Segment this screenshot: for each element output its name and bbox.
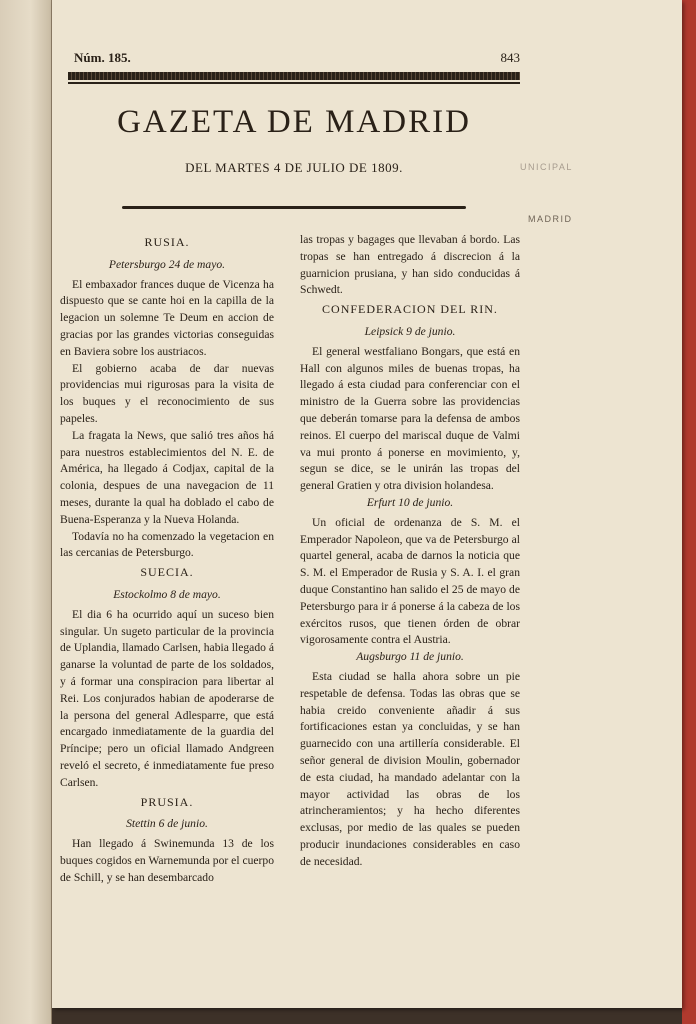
dateline: Leipsick 9 de junio. xyxy=(364,324,456,338)
dateline: Stettin 6 de junio. xyxy=(126,817,208,831)
article-paragraph: Esta ciudad se halla ahora sobre un pie respetable de defensa. Todas las obras que se habia creido conveniente añadir á sus fortificaciones estan ya concluidas, y se han guarnecido con una artillería considerable. El señor general de division Moulin, gobernador de esta ciudad, ha mandado adelantar con la mayor actividad las obras de los atrincheramientos; y ha hecho diferentes exclusas, por medio de las quales se pueden producir inundaciones considerables en caso de necesidad. xyxy=(300,669,520,868)
article-paragraph: El embaxador frances duque de Vicenza ha dispuesto que se cante hoi en la capilla de la legacion un solemne Te Deum en accion de gracias por las grandes victorias conseguidas en Baviera sobre los austriacos. xyxy=(60,277,274,358)
article-paragraph: las tropas y bagages que llevaban á bordo. Las tropas se han entregado á discrecion á la guarnicion prusiana, y han sido conducidas á Schwedt. xyxy=(300,233,520,297)
page-header xyxy=(74,50,520,70)
issue-number: Núm. 185. xyxy=(74,50,131,65)
header-rule-ornamental xyxy=(68,72,520,80)
dateline: Augsburgo 11 de junio. xyxy=(356,650,464,664)
section-heading: SUECIA. xyxy=(140,565,194,580)
section-heading: PRUSIA. xyxy=(140,794,194,809)
dateline: Erfurt 10 de junio. xyxy=(366,495,454,509)
section-heading: CONFEDERACION DEL RIN. xyxy=(322,302,498,317)
section-heading: RUSIA. xyxy=(144,235,190,249)
article-paragraph: La fragata la News, que salió tres años há para nuestros establecimientos del N. E. de América, ha llegado á Codjax, capital de la colonia, despues de una navegacion de 11 meses, durante la qual ha doblado el cabo de Buena-Esperanza y la Nueva Holanda. xyxy=(60,428,274,526)
article-paragraph: El dia 6 ha ocurrido aquí un suceso bien singular. Un sugeto particular de la provincia de Uplandia, llamado Carlsen, habia llegado á ganarse la voluntad de parte de los soldados, y á formar una conspiracion para libertar al Rei. Los conjurados habian de apoderarse de la persona del general Adlesparre, que está encargado inmediatamente de la guardia del Príncipe; pero un oficial llamado Andgreen reveló el secreto, é inmediatamente fue preso Carlsen. xyxy=(60,607,274,789)
masthead-divider xyxy=(122,206,466,209)
book-spine xyxy=(0,0,52,1024)
article-paragraph: Todavía no ha comenzado la vegetacion en las cercanias de Petersburgo. xyxy=(60,529,274,560)
left-column xyxy=(60,232,274,886)
page-bottom-shadow xyxy=(52,1008,682,1024)
article-paragraph: El gobierno acaba de dar nuevas providencias mui rigurosas para la visita de los buques y el reconocimiento de sus papeles. xyxy=(60,361,274,425)
page-number: 843 xyxy=(500,50,520,65)
stamp-line-1: UNICIPAL xyxy=(520,162,573,172)
article-paragraph: El general westfaliano Bongars, que está en Hall con algunos miles de buenas tropas, ha llegado á esta ciudad para conferenciar con el ministro de la Guerra sobre las providencias que deberán tomarse para la defensa de ambos reinos. El cuerpo del mariscal duque de Valmi va mui pronto á ponerse en movimiento, y, segun se dice, se le unirán las tropas del general Gratien y otra division holandesa. xyxy=(300,344,520,493)
masthead-title: GAZETA DE MADRID xyxy=(117,104,471,140)
right-column xyxy=(300,232,520,870)
header-rule-thin xyxy=(68,82,520,84)
page-edge-binding xyxy=(682,0,696,1024)
masthead-date: DEL MARTES 4 DE JULIO DE 1809. xyxy=(185,160,403,175)
article-paragraph: Han llegado á Swinemunda 13 de los buques cogidos en Warnemunda por el cuerpo de Schill, y se han desembarcado xyxy=(60,837,274,884)
stamp-line-2: MADRID xyxy=(528,214,573,224)
dateline: Estockolmo 8 de mayo. xyxy=(113,587,221,601)
dateline: Petersburgo 24 de mayo. xyxy=(108,257,226,271)
article-paragraph: Un oficial de ordenanza de S. M. el Emperador Napoleon, que va de Petersburgo al quartel general, acaba de darnos la noticia que S. M. el Emperador de Rusia y S. A. I. el gran duque Constantino han salido el 25 de mayo de Petersburgo para ir á ponerse á la cabeza de los exércitos rusos, que tienen órden de obrar vigorosamente contra el Austria. xyxy=(300,515,520,647)
library-stamp xyxy=(470,150,610,230)
